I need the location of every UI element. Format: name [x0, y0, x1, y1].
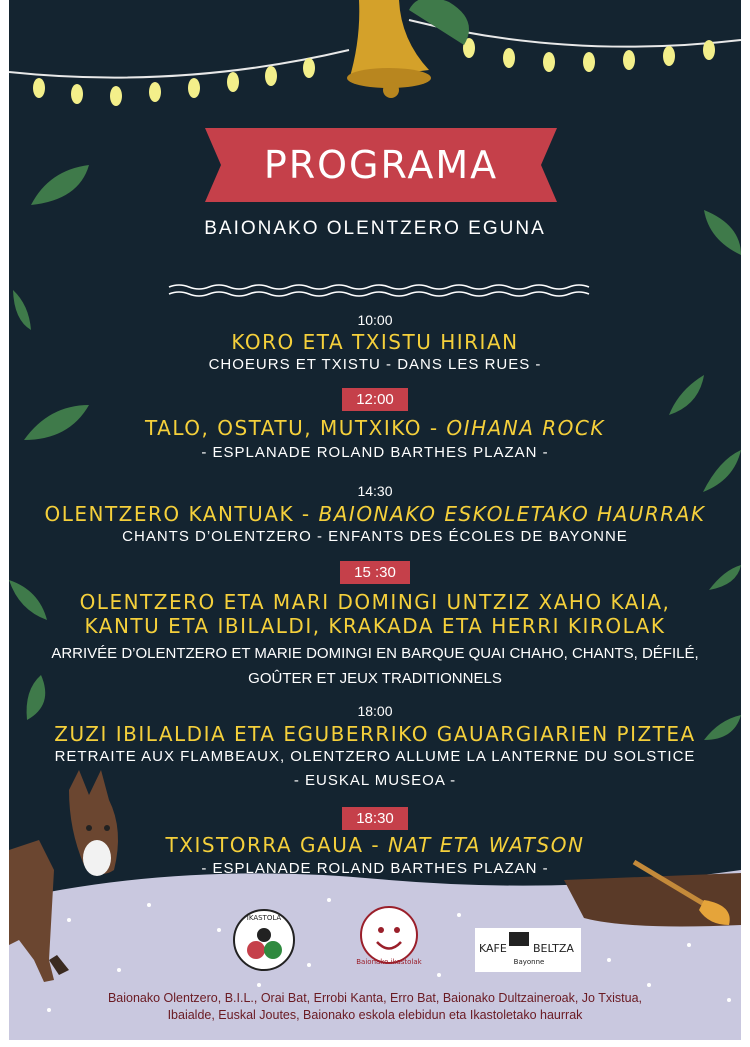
kafe-label: KAFE [479, 942, 507, 955]
event-3-desc: CHANTS D’OLENTZERO - ENFANTS DES ÉCOLES DE BAYONNE [122, 528, 628, 545]
event-2-time-row [9, 388, 741, 411]
event-2-desc: - ESPLANADE ROLAND BARTHES PLAZAN - [201, 444, 549, 461]
event-3-title: OLENTZERO KANTUAK - BAIONAKO ESKOLETAKO HAURRAK [44, 502, 706, 526]
baionako-ikastolak-label: Baionako ikastolak [356, 958, 422, 966]
event-4-time-row [9, 561, 741, 584]
event-1-desc: CHOEURS ET TXISTU - DANS LES RUES - [208, 356, 542, 373]
bell-icon [347, 0, 469, 98]
string-lights-left-wire [9, 50, 349, 78]
event-5-desc-line1: RETRAITE AUX FLAMBEAUX, OLENTZERO ALLUME LA LANTERNE DU SOLSTICE [54, 748, 696, 765]
event-5-desc-line2: - EUSKAL MUSEOA - [293, 772, 457, 789]
credits-line1: Baionako Olentzero, B.I.L., Orai Bat, Errobi Kanta, Erro Bat, Baionako Dultzaineroak, Jo Txistua, [107, 991, 643, 1005]
poster [9, 0, 741, 1040]
page-title: PROGRAMA [263, 143, 499, 187]
event-6-title: TXISTORRA GAUA - NAT ETA WATSON [165, 833, 585, 857]
event-6-time-row [9, 807, 741, 830]
event-4-time: 15 :30 [340, 561, 410, 584]
page-subtitle: BAIONAKO OLENTZERO EGUNA [204, 218, 546, 239]
event-4-title-line2: KANTU ETA IBILALDI, KRAKADA ETA HERRI KIROLAK [84, 614, 666, 638]
baionako-ikastolak-logo-icon [361, 907, 417, 963]
event-5-time: 18:00 [357, 703, 393, 719]
event-1-title: KORO ETA TXISTU HIRIAN [231, 330, 519, 354]
credits-line2: Ibaialde, Euskal Joutes, Baionako eskola elebidun eta Ikastoletako haurrak [167, 1008, 583, 1022]
event-2-time: 12:00 [342, 388, 408, 411]
event-1-time: 10:00 [357, 312, 393, 328]
event-4-desc-line2: GOÛTER ET JEUX TRADITIONNELS [248, 670, 502, 687]
event-4-desc-line1: ARRIVÉE D’OLENTZERO ET MARIE DOMINGI EN BARQUE QUAI CHAHO, CHANTS, DÉFILÉ, [51, 645, 699, 662]
credits [9, 990, 741, 1024]
event-6-time: 18:30 [342, 807, 408, 830]
event-3-time: 14:30 [357, 483, 393, 499]
event-2-title: TALO, OSTATU, MUTXIKO - OIHANA ROCK [144, 416, 606, 440]
wavy-divider [169, 285, 589, 296]
event-5-title: ZUZI IBILALDIA ETA EGUBERRIKO GAUARGIARIEN PIZTEA [54, 722, 696, 746]
bayonne-label: Bayonne [513, 958, 545, 966]
ikastola-logo-label: IKASTOLA [246, 914, 282, 922]
event-6-desc: - ESPLANADE ROLAND BARTHES PLAZAN - [201, 860, 549, 877]
event-4-title-line1: OLENTZERO ETA MARI DOMINGI UNTZIZ XAHO KAIA, [79, 590, 671, 614]
beltza-label: BELTZA [533, 942, 574, 955]
